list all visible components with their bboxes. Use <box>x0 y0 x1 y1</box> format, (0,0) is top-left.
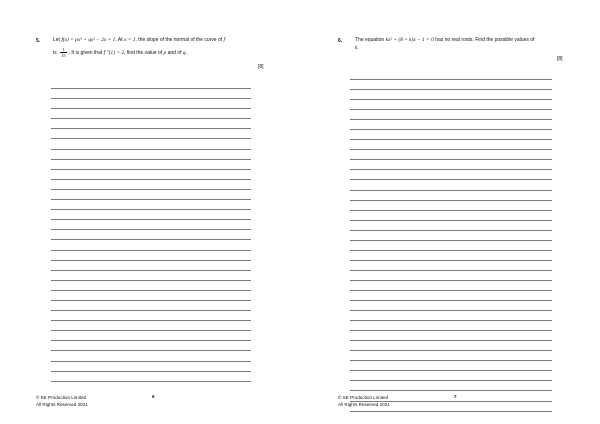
answer-line[interactable] <box>51 128 251 129</box>
answer-line[interactable] <box>51 88 251 89</box>
answer-line[interactable] <box>51 381 251 382</box>
function-expression: f(x) = px³ + qx² − 2x + 1 <box>61 37 116 43</box>
variable-p: p <box>163 49 167 56</box>
answer-line[interactable] <box>51 330 251 331</box>
answer-line[interactable] <box>51 169 251 170</box>
answer-line[interactable] <box>350 79 552 80</box>
answer-line[interactable] <box>350 360 552 361</box>
answer-line[interactable] <box>350 370 552 371</box>
answer-line[interactable] <box>51 260 251 261</box>
question-text-line-1: Let f(x) = px³ + qx² − 2x + 1. At x = 1, the slope of the normal of the curve of f <box>53 37 226 43</box>
question-text-line-2: k. <box>355 45 359 51</box>
answer-line[interactable] <box>51 149 251 150</box>
answer-line[interactable] <box>350 220 552 221</box>
answer-line[interactable] <box>51 209 251 210</box>
answer-line[interactable] <box>51 199 251 200</box>
answer-line[interactable] <box>350 240 552 241</box>
question-text-line-2: is $\frac{1}{15}$ . It is given that f ″(1) = 2, find the value of p and of q. <box>53 47 188 58</box>
footer-copyright: © SE Production Limited All Rights Reserved 2021 <box>36 395 88 407</box>
answer-line[interactable] <box>51 340 251 341</box>
answer-line[interactable] <box>51 250 251 251</box>
second-derivative: f ″(1) = 2 <box>103 49 125 56</box>
answer-line[interactable] <box>51 98 251 99</box>
answer-line[interactable] <box>350 119 552 120</box>
marks-label: [8] <box>557 56 563 62</box>
answer-lines[interactable] <box>51 88 251 391</box>
answer-line[interactable] <box>350 139 552 140</box>
marks-label: [8] <box>258 64 264 70</box>
answer-line[interactable] <box>350 380 552 381</box>
slope-fraction: $\frac{1}{15}$ <box>61 47 66 58</box>
answer-line[interactable] <box>51 270 251 271</box>
answer-line[interactable] <box>51 371 251 372</box>
variable-k: k <box>355 45 358 51</box>
answer-line[interactable] <box>350 390 552 391</box>
answer-line[interactable] <box>350 159 552 160</box>
answer-line[interactable] <box>51 320 251 321</box>
answer-line[interactable] <box>350 330 552 331</box>
answer-line[interactable] <box>51 350 251 351</box>
answer-line[interactable] <box>51 310 251 311</box>
answer-line[interactable] <box>350 340 552 341</box>
question-text-line-1: The equation kx² + (8 + k)x − 1 = 0 has no real roots. Find the possible values of <box>355 37 535 43</box>
answer-line[interactable] <box>51 138 251 139</box>
answer-line[interactable] <box>51 118 251 119</box>
answer-line[interactable] <box>350 200 552 201</box>
variable-q: q <box>182 49 186 56</box>
page-number: 6 <box>152 394 155 399</box>
answer-line[interactable] <box>51 219 251 220</box>
answer-line[interactable] <box>51 239 251 240</box>
question-number: 5. <box>36 38 41 44</box>
answer-line[interactable] <box>350 109 552 110</box>
answer-line[interactable] <box>51 290 251 291</box>
answer-line[interactable] <box>350 190 552 191</box>
answer-line[interactable] <box>51 280 251 281</box>
answer-line[interactable] <box>350 99 552 100</box>
footer-copyright: © SE Production Limited All Rights Reserved 2021 <box>338 395 390 407</box>
answer-line[interactable] <box>51 361 251 362</box>
answer-line[interactable] <box>51 189 251 190</box>
answer-line[interactable] <box>350 260 552 261</box>
answer-line[interactable] <box>350 179 552 180</box>
answer-line[interactable] <box>350 89 552 90</box>
answer-line[interactable] <box>51 300 251 301</box>
answer-line[interactable] <box>51 159 251 160</box>
page-number: 7 <box>454 394 457 399</box>
answer-lines[interactable] <box>350 79 552 421</box>
answer-line[interactable] <box>350 169 552 170</box>
answer-line[interactable] <box>350 280 552 281</box>
answer-line[interactable] <box>350 230 552 231</box>
function-name: f <box>223 37 226 43</box>
answer-line[interactable] <box>350 149 552 150</box>
x-value: x = 1 <box>123 37 136 43</box>
answer-line[interactable] <box>350 300 552 301</box>
answer-line[interactable] <box>51 108 251 109</box>
answer-line[interactable] <box>350 250 552 251</box>
question-number: 6. <box>338 38 343 44</box>
answer-line[interactable] <box>350 310 552 311</box>
answer-line[interactable] <box>350 290 552 291</box>
answer-line[interactable] <box>350 210 552 211</box>
answer-line[interactable] <box>51 179 251 180</box>
answer-line[interactable] <box>51 229 251 230</box>
exam-page-7 <box>300 0 600 424</box>
quadratic-equation: kx² + (8 + k)x − 1 = 0 <box>385 37 434 43</box>
answer-line[interactable] <box>350 350 552 351</box>
answer-line[interactable] <box>350 411 552 412</box>
answer-line[interactable] <box>350 129 552 130</box>
answer-line[interactable] <box>350 320 552 321</box>
answer-line[interactable] <box>350 270 552 271</box>
